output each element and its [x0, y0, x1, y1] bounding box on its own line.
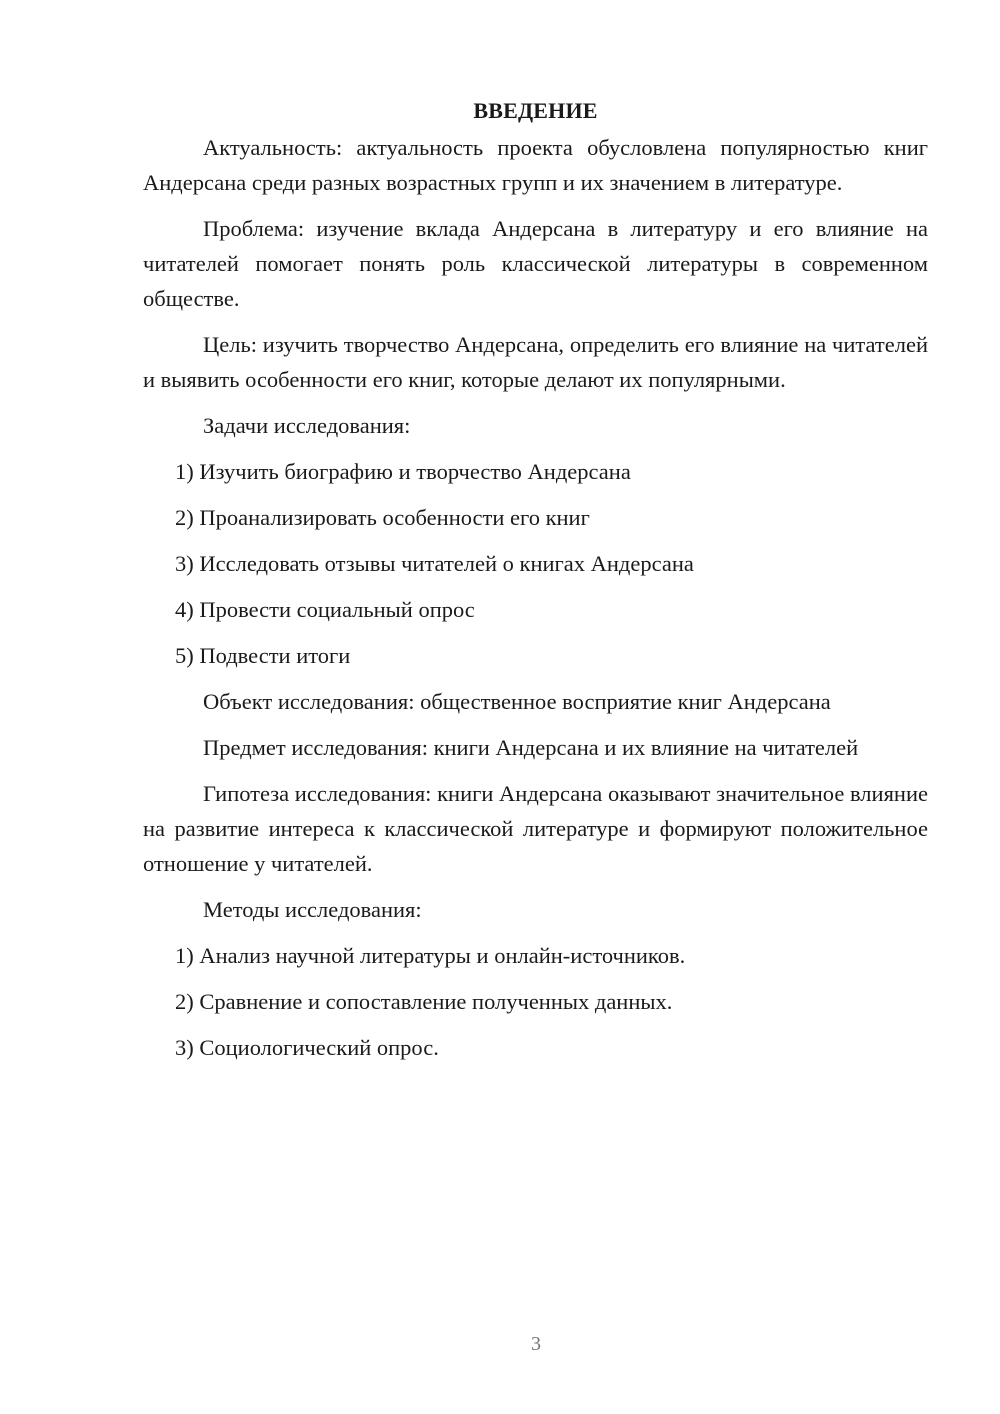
method-item: 3) Социологический опрос. — [175, 1035, 439, 1060]
task-item: 3) Исследовать отзывы читателей о книгах Андерсана — [175, 551, 694, 576]
page-number: 3 — [531, 1333, 541, 1355]
research-subject: Предмет исследования: книги Андерсана и их влияние на читателей — [203, 735, 859, 760]
problem-paragraph: Проблема: изучение вклада Андерсана в литературу и его влияние на читателей помогает понять роль классической литературы в современном обществе. — [143, 216, 928, 311]
goal-paragraph: Цель: изучить творчество Андерсана, определить его влияние на читателей и выявить особенности его книг, которые делают их популярными. — [143, 332, 928, 392]
methods-heading: Методы исследования: — [203, 897, 422, 922]
task-item: 1) Изучить биографию и творчество Андерсана — [175, 459, 631, 484]
tasks-heading: Задачи исследования: — [203, 413, 411, 438]
page-title: ВВЕДЕНИЕ — [473, 98, 598, 123]
method-item: 1) Анализ научной литературы и онлайн-источников. — [175, 943, 686, 968]
method-item: 2) Сравнение и сопоставление полученных данных. — [175, 989, 673, 1014]
relevance-paragraph: Актуальность: актуальность проекта обусловлена популярностью книг Андерсана среди разных возрастных групп и их значением в литературе. — [143, 135, 928, 195]
hypothesis-paragraph: Гипотеза исследования: книги Андерсана оказывают значительное влияние на развитие интереса к классической литературе и формируют положительное отношение у читателей. — [143, 781, 928, 876]
task-item: 4) Провести социальный опрос — [175, 597, 475, 622]
task-item: 2) Проанализировать особенности его книг — [175, 505, 590, 530]
research-object: Объект исследования: общественное восприятие книг Андерсана — [203, 689, 831, 714]
task-item: 5) Подвести итоги — [175, 643, 351, 668]
document-page — [143, 92, 928, 1076]
